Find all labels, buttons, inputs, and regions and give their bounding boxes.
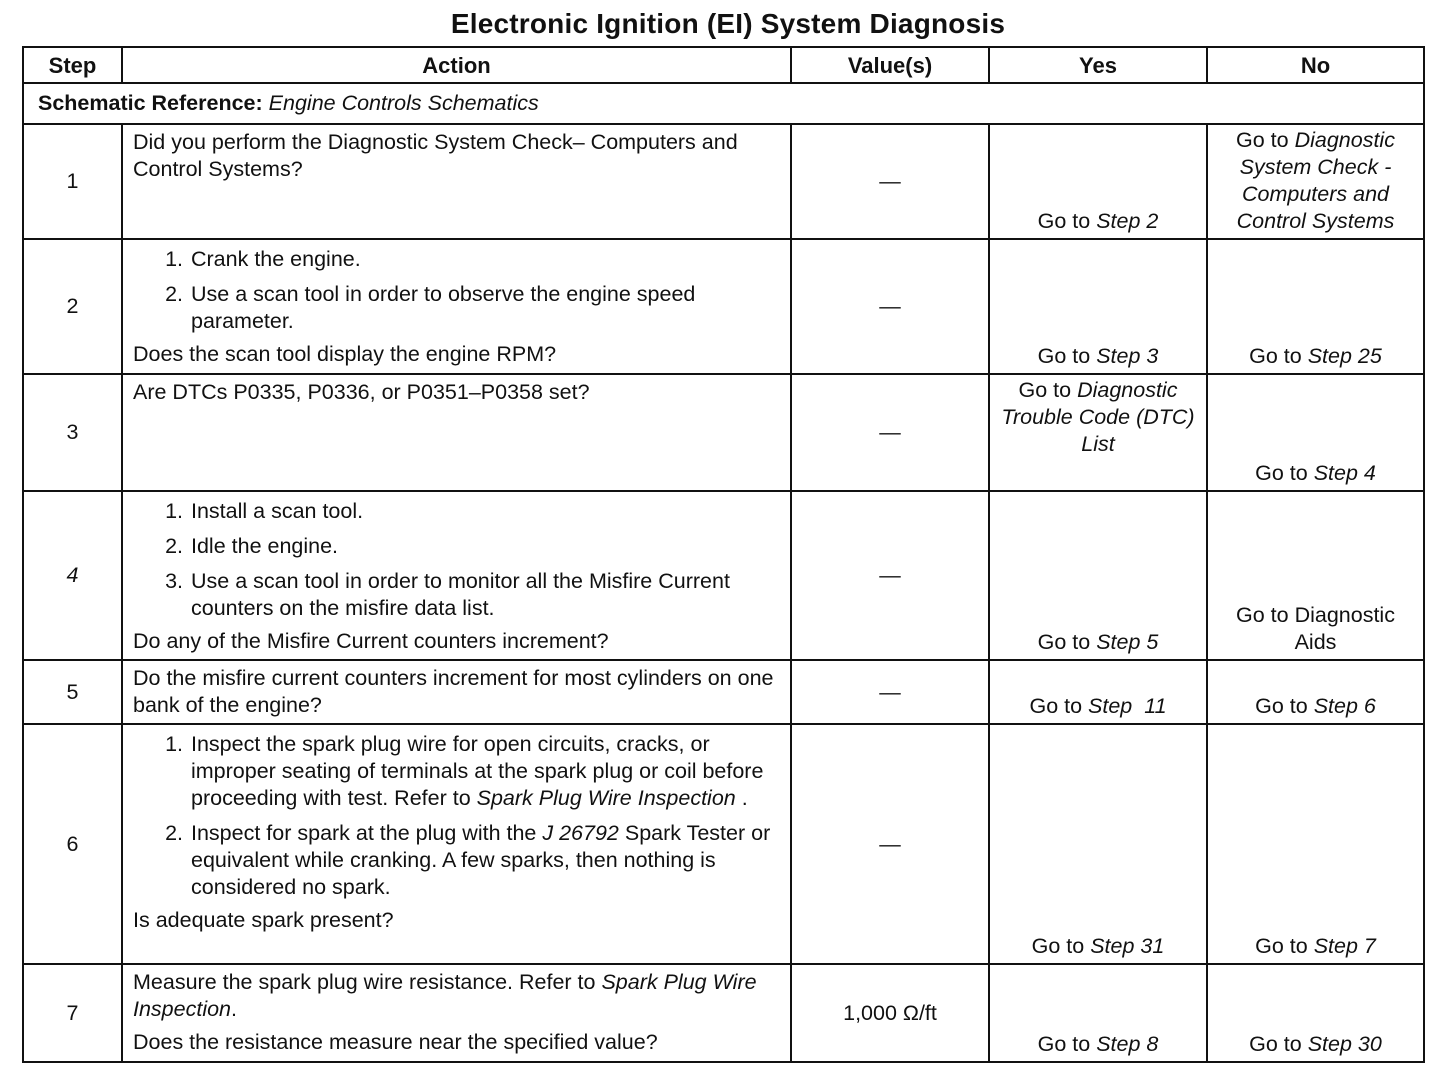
no-cell	[1207, 724, 1424, 964]
table-row	[23, 491, 1424, 660]
yes-ref: Step 11	[1088, 694, 1167, 718]
item-end: .	[735, 786, 748, 810]
header-step: Step	[23, 47, 122, 83]
no-cell	[1207, 660, 1424, 724]
step-number: 6	[23, 724, 122, 964]
value-cell: —	[791, 374, 989, 491]
no-ref: Step 30	[1307, 1032, 1382, 1056]
action-question: Does the resistance measure near the specified value?	[133, 1030, 658, 1054]
action-text	[133, 969, 782, 1023]
yes-prefix: Go to	[1037, 630, 1097, 654]
no-prefix: Go to	[1249, 344, 1308, 368]
step-number: 5	[23, 660, 122, 724]
page-title: Electronic Ignition (EI) System Diagnosis	[450, 8, 1006, 39]
table-row	[23, 660, 1424, 724]
header-values: Value(s)	[791, 47, 989, 83]
action-list	[133, 731, 782, 901]
value-cell: 1,000 Ω/ft	[791, 964, 989, 1062]
value-cell: —	[791, 124, 989, 239]
no-ref: Step 25	[1307, 344, 1382, 368]
action-text-a: Measure the spark plug wire resistance. Refer to	[133, 970, 602, 994]
table-row	[23, 239, 1424, 374]
step-number: 2	[23, 239, 122, 374]
header-row	[23, 47, 1424, 83]
action-question: Is adequate spark present?	[133, 908, 394, 932]
value-cell: —	[791, 660, 989, 724]
yes-cell	[989, 239, 1207, 374]
no-cell	[1207, 374, 1424, 491]
yes-prefix: Go to	[1037, 209, 1097, 233]
list-item: 1. Install a scan tool.	[189, 498, 782, 525]
action-cell	[122, 124, 791, 239]
item-ref: Spark Plug Wire Inspection	[476, 786, 736, 810]
item-text: Inspect for spark at the plug with the	[191, 821, 543, 845]
action-cell	[122, 491, 791, 660]
schematic-row	[23, 83, 1424, 124]
no-prefix: Go to	[1255, 694, 1314, 718]
action-cell	[122, 239, 791, 374]
header-yes: Yes	[989, 47, 1207, 83]
no-ref: Step 7	[1313, 934, 1376, 958]
item-text: Inspect the spark plug wire for open circuits, cracks, or improper seating of terminals at the spark plug or coil before proceeding with test. Refer to	[191, 732, 764, 810]
value-cell: —	[791, 491, 989, 660]
tool-ref: J 26792	[542, 821, 619, 845]
no-cell	[1207, 124, 1424, 239]
table-row	[23, 124, 1424, 239]
action-cell	[122, 374, 791, 491]
no-text: Go to Diagnostic Aids	[1236, 603, 1395, 654]
yes-prefix: Go to	[1029, 694, 1089, 718]
no-cell	[1207, 239, 1424, 374]
step-number: 4	[23, 491, 122, 660]
action-text: Did you perform the Diagnostic System Check– Computers and Control Systems?	[133, 130, 738, 181]
yes-ref: Step 31	[1090, 934, 1165, 958]
action-list	[133, 246, 782, 335]
action-question: Does the scan tool display the engine RPM?	[133, 342, 557, 366]
list-item: 3. Use a scan tool in order to monitor all the Misfire Current counters on the misfire data list.	[189, 568, 782, 622]
yes-cell	[989, 660, 1207, 724]
no-prefix: Go to	[1249, 1032, 1308, 1056]
yes-cell	[989, 491, 1207, 660]
no-prefix: Go to	[1255, 461, 1314, 485]
yes-prefix: Go to	[1031, 934, 1091, 958]
yes-prefix: Go to	[1037, 344, 1097, 368]
table-row	[23, 724, 1424, 964]
schematic-reference	[23, 83, 1424, 124]
diagnosis-table	[22, 46, 1425, 1063]
yes-prefix: Go to	[1037, 1032, 1097, 1056]
yes-cell	[989, 374, 1207, 491]
no-cell	[1207, 491, 1424, 660]
header-no: No	[1207, 47, 1424, 83]
no-prefix: Go to	[1255, 934, 1314, 958]
value-cell: —	[791, 724, 989, 964]
schematic-label: Schematic Reference:	[38, 91, 263, 115]
action-text: Do the misfire current counters increment for most cylinders on one bank of the engine?	[133, 666, 774, 717]
action-list	[133, 498, 782, 622]
action-cell	[122, 724, 791, 964]
action-ref: Spark Plug Wire Inspection	[133, 970, 757, 1021]
schematic-ref: Engine Controls Schematics	[268, 91, 539, 115]
action-cell	[122, 660, 791, 724]
list-item: 2. Idle the engine.	[189, 533, 782, 560]
yes-prefix: Go to	[1018, 378, 1078, 402]
list-item: 1. Crank the engine.	[189, 246, 782, 273]
yes-ref: Diagnostic Trouble Code (DTC) List	[1001, 378, 1195, 456]
no-ref: Step 4	[1313, 461, 1376, 485]
yes-ref: Step 3	[1096, 344, 1159, 368]
no-prefix: Go to	[1236, 128, 1295, 152]
step-number: 3	[23, 374, 122, 491]
no-cell	[1207, 964, 1424, 1062]
list-item: 2. Use a scan tool in order to observe the engine speed parameter.	[189, 281, 782, 335]
step-number: 7	[23, 964, 122, 1062]
action-question: Do any of the Misfire Current counters increment?	[133, 629, 609, 653]
list-item	[189, 731, 782, 812]
value-cell: —	[791, 239, 989, 374]
yes-cell	[989, 124, 1207, 239]
no-ref: Step 6	[1313, 694, 1376, 718]
no-ref: Diagnostic System Check - Computers and Control Systems	[1236, 128, 1395, 233]
action-cell	[122, 964, 791, 1062]
header-action: Action	[122, 47, 791, 83]
item-text-b: Spark Tester or equivalent while cranking. A few sparks, then nothing is considered no spark.	[191, 821, 771, 899]
yes-cell	[989, 724, 1207, 964]
table-row	[23, 964, 1424, 1062]
yes-ref: Step 8	[1096, 1032, 1159, 1056]
yes-ref: Step 2	[1096, 209, 1159, 233]
list-item	[189, 820, 782, 901]
yes-ref: Step 5	[1096, 630, 1159, 654]
step-number: 1	[23, 124, 122, 239]
action-end: .	[231, 997, 237, 1021]
table-row	[23, 374, 1424, 491]
yes-cell	[989, 964, 1207, 1062]
action-text: Are DTCs P0335, P0336, or P0351–P0358 set?	[133, 380, 590, 404]
